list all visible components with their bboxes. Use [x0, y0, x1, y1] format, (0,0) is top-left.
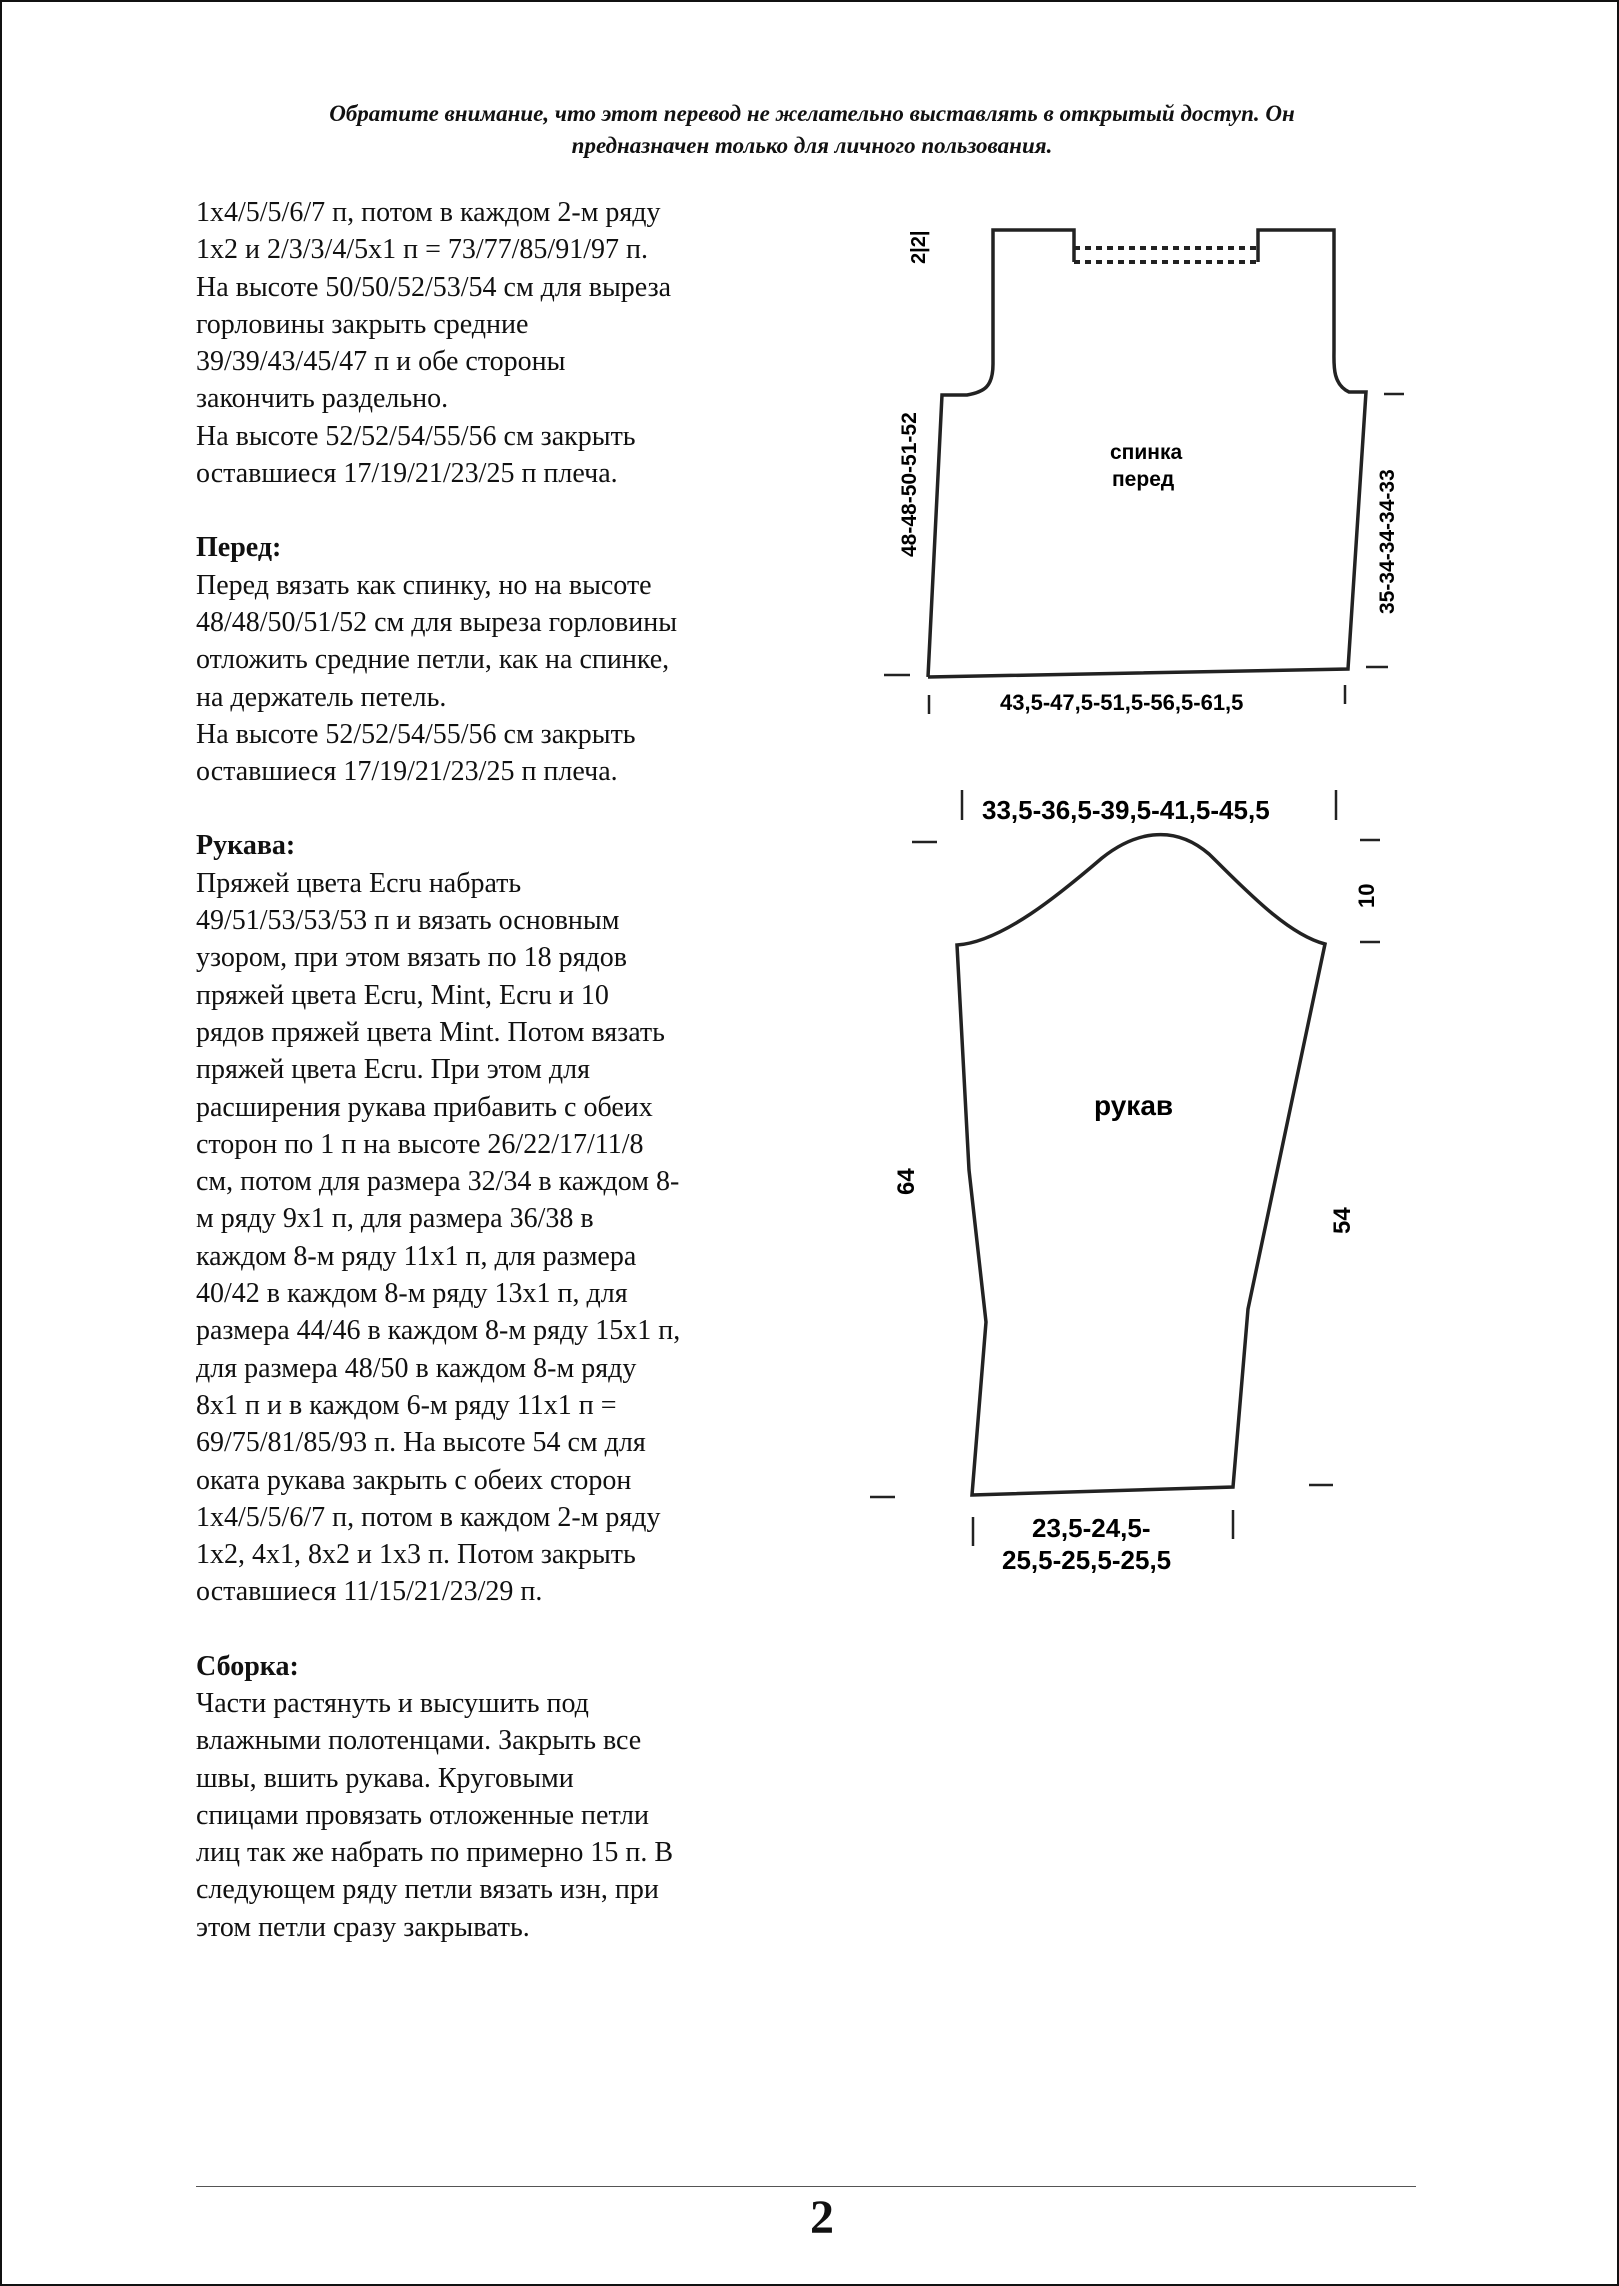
text-line: каждом 8-м ряду 11х1 п, для размера — [196, 1240, 637, 1272]
text-line: пряжей цвета Ecru. При этом для — [196, 1054, 590, 1086]
text-line: На высоте 52/52/54/55/56 см закрыть — [196, 420, 636, 452]
text-line: влажными полотенцами. Закрыть все — [196, 1725, 642, 1757]
schematics — [2, 2, 1619, 2286]
text-line: пряжей цвета Ecru, Mint, Ecru и 10 — [196, 979, 609, 1011]
text-line: для размера 48/50 в каждом 8-м ряду — [196, 1352, 637, 1384]
text-line: 69/75/81/85/93 п. На высоте 54 см для — [196, 1427, 646, 1459]
sleeve-labels — [893, 795, 1379, 1575]
text-line: м ряду 9х1 п, для размера 36/38 в — [196, 1203, 594, 1235]
sleeve-cuff-width-1: 23,5-24,5- — [1032, 1513, 1151, 1543]
text-line: 39/39/43/45/47 п и обе стороны — [196, 346, 566, 378]
text-line: размера 44/46 в каждом 8-м ряду 15х1 п, — [196, 1315, 681, 1347]
page-number: 2 — [810, 2191, 834, 2244]
text-line: см, потом для размера 32/34 в каждом 8- — [196, 1166, 680, 1198]
footer-divider — [196, 2186, 1416, 2187]
body-label-back: спинка — [1110, 441, 1183, 464]
text-line: 40/42 в каждом 8-м ряду 13х1 п, для — [196, 1278, 628, 1310]
body-width: 43,5-47,5-51,5-56,5-61,5 — [1000, 690, 1244, 715]
text-line: На высоте 52/52/54/55/56 см закрыть — [196, 718, 636, 750]
text-line: узором, при этом вязать по 18 рядов — [196, 942, 627, 974]
text-line: сторон по 1 п на высоте 26/22/17/11/8 — [196, 1128, 644, 1160]
assembly-heading: Сборка: — [196, 1650, 299, 1682]
text-line: спицами провязать отложенные петли — [196, 1799, 649, 1831]
text-line: этом петли сразу закрывать. — [196, 1911, 530, 1943]
body-labels — [898, 231, 1399, 715]
notice-line-1: Обратите внимание, что этот перевод не желательно выставлять в открытый доступ. Он — [329, 101, 1295, 126]
text-line: на держатель петель. — [196, 681, 447, 713]
text-line: оката рукава закрыть с обеих сторон — [196, 1464, 632, 1496]
text-line: лиц так же набрать по примерно 15 п. В — [196, 1837, 674, 1869]
body-neck-depth: 2|2| — [908, 230, 930, 264]
sleeve-outline — [957, 835, 1325, 1495]
text-line: 49/51/53/53/53 п и вязать основным — [196, 905, 620, 937]
text-line: оставшиеся 17/19/21/23/25 п плеча. — [196, 458, 618, 490]
text-line: 1х4/5/5/6/7 п, потом в каждом 2-м ряду — [196, 197, 661, 228]
text-line: горловины закрыть средние — [196, 308, 529, 340]
text-line: швы, вшить рукава. Круговыми — [196, 1762, 574, 1794]
text-line: рядов пряжей цвета Mint. Потом вязать — [196, 1016, 665, 1048]
text-line: 1х2, 4х1, 8х2 и 1х3 п. Потом закрыть — [196, 1539, 636, 1571]
text-line: 1х2 и 2/3/3/4/5х1 п = 73/77/85/91/97 п. — [196, 234, 648, 266]
text-line: следующем ряду петли вязать изн, при — [196, 1874, 659, 1906]
text-line: 48/48/50/51/52 см для выреза горловины — [196, 606, 678, 638]
text-line: оставшиеся 17/19/21/23/25 п плеча. — [196, 756, 618, 788]
text-line: Пряжей цвета Ecru набрать — [196, 867, 522, 899]
sleeve-top-width: 33,5-36,5-39,5-41,5-45,5 — [982, 795, 1270, 825]
sleeve-cap-height: 10 — [1354, 883, 1379, 908]
text-line: отложить средние петли, как на спинке, — [196, 644, 670, 676]
body-label-front: перед — [1112, 468, 1175, 491]
text-line: 1х4/5/5/6/7 п, потом в каждом 2-м ряду — [196, 1501, 661, 1533]
text-line: закончить раздельно. — [196, 383, 449, 415]
sleeve-right-length: 54 — [1329, 1207, 1356, 1234]
sleeve-schematic — [870, 790, 1380, 1546]
neckline-holder — [1074, 248, 1258, 262]
body-right-height: 35-34-34-34-33 — [1376, 469, 1399, 614]
sleeve-cuff-width-2: 25,5-25,5-25,5 — [1002, 1545, 1172, 1575]
front-heading: Перед: — [196, 532, 282, 564]
text-line: Части растянуть и высушить под — [196, 1687, 589, 1719]
sleeves-heading: Рукава: — [196, 830, 296, 862]
text-line: Перед вязать как спинку, но на высоте — [196, 569, 652, 601]
sleeve-left-length: 64 — [893, 1168, 920, 1195]
text-line: расширения рукава прибавить с обеих — [196, 1091, 653, 1123]
sleeve-dimension-ticks — [870, 790, 1380, 1546]
notice-line-2: предназначен только для личного пользования. — [571, 133, 1053, 158]
sleeve-label: рукав — [1094, 1090, 1174, 1121]
text-line: оставшиеся 11/15/21/23/29 п. — [196, 1576, 543, 1608]
text-line: На высоте 50/50/52/53/54 см для выреза — [196, 271, 672, 303]
text-line: 8х1 п и в каждом 6-м ряду 11х1 п = — [196, 1389, 617, 1421]
body-left-height: 48-48-50-51-52 — [898, 412, 921, 557]
